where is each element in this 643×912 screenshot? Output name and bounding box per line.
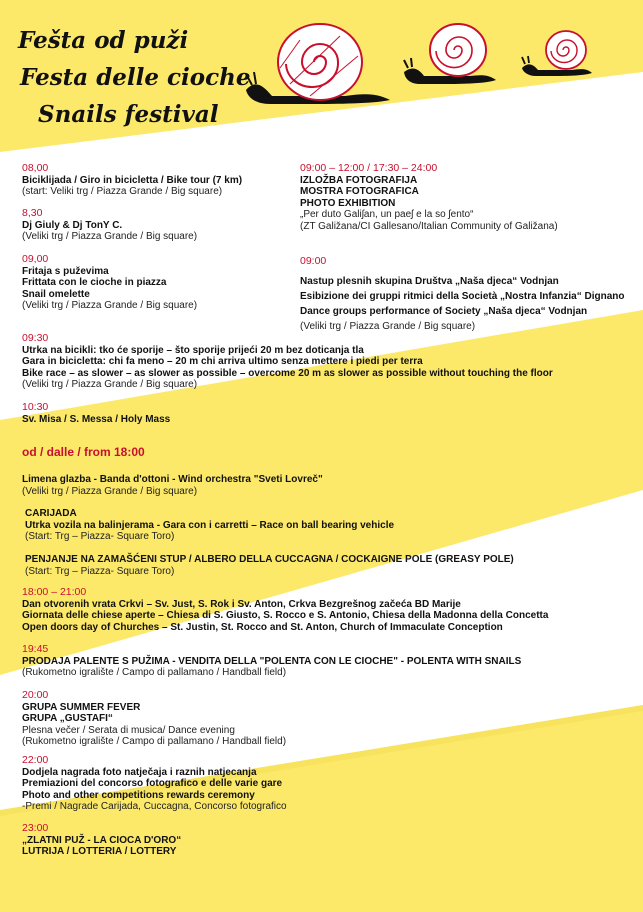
event-time: 23:00 [22,822,49,834]
snail-small-icon [522,31,592,76]
event-title: „ZLATNI PUŽ - LA CIOCA D'ORO“ [22,834,182,846]
event-location: (Start: Trg – Piazza- Square Toro) [25,531,175,542]
event-note: -Premi / Nagrade Carijada, Cuccagna, Concorso fotografico [22,801,287,812]
event-time: 19:45 [22,643,49,655]
event-title-en: Snail omelette [22,288,90,300]
event-title-en: Bike race – as slower – as slower as possible – overcome 20 m as slower as possible without touching the floor [22,367,553,379]
event-title-hr: Utrka na bicikli: tko će sporije – što sporije prijeći 20 m bez doticanja tla [22,344,364,356]
event-time: 10:30 [22,401,49,413]
event-title-hr: Dodjela nagrada foto natječaja i raznih natjecanja [22,766,257,778]
event-title-hr: IZLOŽBA FOTOGRAFIJA [300,174,418,186]
afternoon-heading-text: od / dalle / from 18:00 [22,445,145,459]
event-description: Utrka vozila na balinjerama - Gara con i carretti – Race on ball bearing vehicle [25,519,395,531]
snail-medium-icon [404,24,496,84]
event-location: (start: Veliki trg / Piazza Grande / Big square) [22,186,223,197]
event-polenta [22,644,521,679]
event-wind-orchestra [22,474,323,497]
event-greasy-pole [25,554,514,577]
event-bike-tour [22,163,242,198]
event-location: (Veliki trg / Piazza Grande / Big square) [22,485,198,497]
event-time: 22:00 [22,754,49,766]
event-location: (Start: Trg – Piazza- Square Toro) [25,565,175,577]
event-photo-exhibition [300,163,558,232]
event-title-it: Frittata con le cioche in piazza [22,277,167,288]
event-title-hr: Fritaja s puževima [22,265,109,277]
event-time: 09:30 [22,332,49,344]
afternoon-heading [22,447,145,459]
title-italian: Festa delle cioche [20,64,251,91]
event-title-it: Premiazioni del concorso fotografico e delle varie gare [22,778,283,789]
event-time: 09,00 [22,253,49,265]
event-title-it: Giornata delle chiese aperte – Chiesa di S. Giusto, S. Rocco e S. Antonio, Chiesa della Madonna della Concetta [22,610,549,621]
event-carijada [25,508,394,543]
event-concert [22,690,286,748]
event-slow-bike-race [22,333,553,391]
event-time: 09:00 [300,255,327,267]
event-title-hr: Nastup plesnih skupina Društva „Naša djeca“ Vodnjan [300,275,559,287]
event-band-2: GRUPA „GUSTAFI“ [22,713,113,724]
event-title-it: Gara in bicicletta: chi fa meno – 20 m chi arriva ultimo senza mettere i piedi per terra [22,356,423,367]
event-title-en: Open doors day of Churches – St. Justin, St. Rocco and St. Anton, Church of Immaculate Conception [22,621,503,633]
title-croatian: Fešta od puži [18,27,189,54]
event-subtitle: LUTRIJA / LOTTERIA / LOTTERY [22,846,177,857]
event-title: PENJANJE NA ZAMAŠĆENI STUP / ALBERO DELLA CUCCAGNA / COCKAIGNE POLE (GREASY POLE) [25,554,514,565]
event-location: (Veliki trg / Piazza Grande / Big square) [22,300,198,311]
event-title: Biciklijada / Giro in bicicletta / Bike tour (7 km) [22,174,243,186]
event-location: (Veliki trg / Piazza Grande / Big square) [22,231,198,242]
event-holy-mass [22,402,170,425]
event-location: (Rukometno igralište / Campo di pallamano / Handball field) [22,736,287,747]
event-location: (Veliki trg / Piazza Grande / Big square) [300,320,476,332]
event-open-churches [22,587,548,633]
event-location: (ZT Galižana/CI Gallesano/Italian Community of Galižana) [300,220,558,232]
event-subtitle: „Per duto Galiʃan, un paeʃ e la so ʃento“ [300,209,474,220]
event-title: PRODAJA PALENTE S PUŽIMA - VENDITA DELLA "POLENTA CON LE CIOCHE" - POLENTA WITH SNAILS [22,655,522,667]
event-title: Sv. Misa / S. Messa / Holy Mass [22,413,171,425]
event-title: Dj Giuly & Dj TonY C. [22,219,123,231]
event-title-en: PHOTO EXHIBITION [300,197,396,209]
event-title-en: Dance groups performance of Society „Naša djeca“ Vodnjan [300,305,588,317]
event-location: (Veliki trg / Piazza Grande / Big square) [22,379,198,390]
event-title-it: MOSTRA FOTOGRAFICA [300,186,419,197]
event-time: 08,00 [22,162,49,174]
snail-large-icon [246,24,390,104]
event-time: 8,30 [22,207,43,219]
event-title-en: Photo and other competitions rewards ceremony [22,789,255,801]
event-title-it: Esibizione dei gruppi ritmici della Società „Nostra Infanzia“ Dignano [300,290,625,302]
snail-illustrations [0,0,643,130]
event-awards [22,755,287,813]
event-subtitle: Plesna večer / Serata di musica/ Dance evening [22,724,235,736]
event-time: 20:00 [22,689,49,701]
event-title-hr: Dan otvorenih vrata Crkvi – Sv. Just, S. Rok i Sv. Anton, Crkva Bezgrešnog začeća BD Marije [22,598,461,610]
event-time: 09:00 – 12:00 / 17:30 – 24:00 [300,162,438,174]
event-dj [22,208,197,243]
event-time: 18:00 – 21:00 [22,586,87,598]
event-dance-groups [300,256,625,334]
event-band-1: GRUPA SUMMER FEVER [22,701,141,713]
event-lottery [22,823,181,858]
event-location: (Rukometno igralište / Campo di pallamano / Handball field) [22,667,287,678]
event-title: Limena glazba - Banda d'ottoni - Wind orchestra "Sveti Lovreč" [22,474,323,485]
event-title: CARIJADA [25,508,77,519]
title-english: Snails festival [38,101,219,128]
event-omelette [22,254,197,312]
